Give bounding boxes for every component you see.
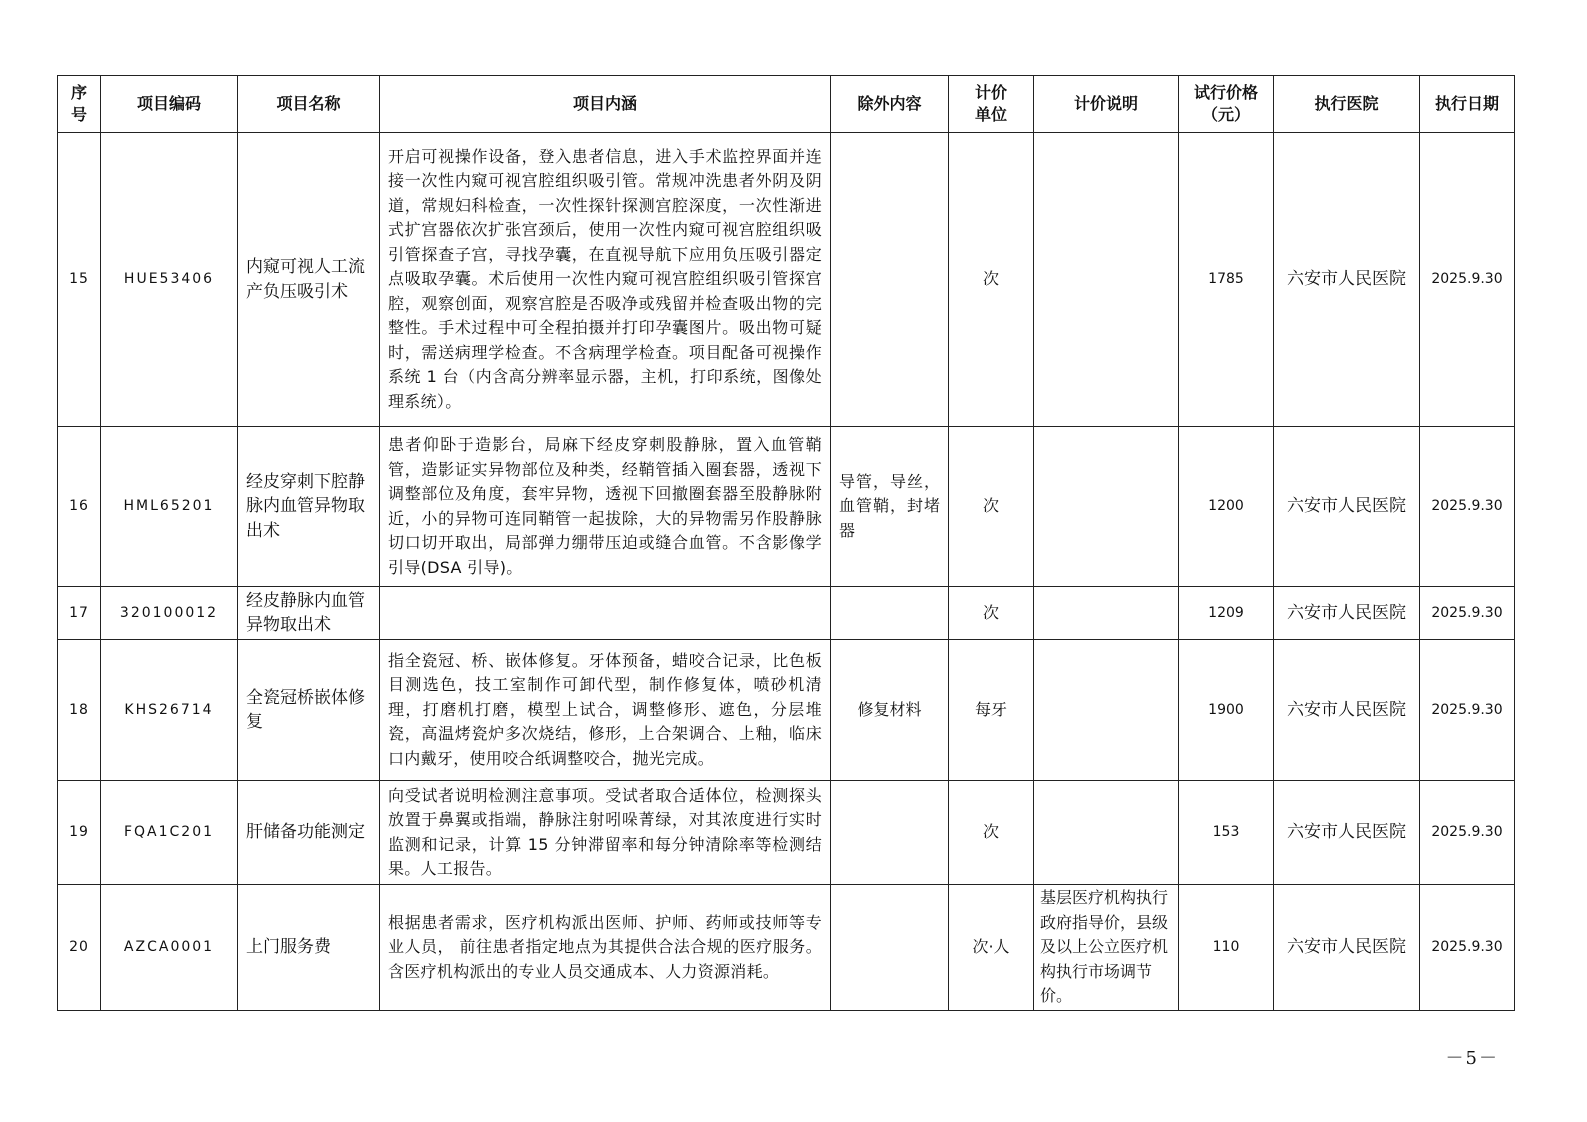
header-exclude: 除外内容 (831, 76, 949, 133)
table-row (58, 427, 1515, 587)
cell-unit: 次 (949, 133, 1034, 427)
cell-exclude (831, 885, 949, 1011)
table-row (58, 640, 1515, 781)
cell-code: KHS26714 (101, 640, 238, 781)
cell-price: 1209 (1179, 587, 1274, 640)
header-seq: 序号 (58, 76, 101, 133)
cell-hospital: 六安市人民医院 (1274, 587, 1420, 640)
cell-hospital: 六安市人民医院 (1274, 133, 1420, 427)
cell-seq: 16 (58, 427, 101, 587)
cell-date: 2025.9.30 (1420, 587, 1515, 640)
cell-unit: 次 (949, 427, 1034, 587)
header-content: 项目内涵 (380, 76, 831, 133)
header-date: 执行日期 (1420, 76, 1515, 133)
cell-seq: 20 (58, 885, 101, 1011)
cell-name: 肝储备功能测定 (238, 781, 380, 885)
cell-content: 开启可视操作设备，登入患者信息，进入手术监控界面并连接一次性内窥可视宫腔组织吸引管。常规冲洗患者外阴及阴道，常规妇科检查，一次性探针探测宫腔深度，一次性渐进式扩宫器依次扩张宫颈后，使用一次性内窥可视宫腔组织吸引管探查子宫，寻找孕囊，在直视导航下应用负压吸引器定点吸取孕囊。术后使用一次性内窥可视宫腔组织吸引管探宫腔，观察创面，观察宫腔是否吸净或残留并检查吸出物的完整性。手术过程中可全程拍摄并打印孕囊图片。吸出物可疑时，需送病理学检查。不含病理学检查。项目配备可视操作系统 1 台（内含高分辨率显示器，主机，打印系统，图像处理系统）。 (380, 133, 831, 427)
cell-exclude (831, 781, 949, 885)
cell-code: AZCA0001 (101, 885, 238, 1011)
cell-hospital: 六安市人民医院 (1274, 640, 1420, 781)
header-unit: 计价单位 (949, 76, 1034, 133)
cell-price: 110 (1179, 885, 1274, 1011)
cell-date: 2025.9.30 (1420, 133, 1515, 427)
cell-content: 向受试者说明检测注意事项。受试者取合适体位，检测探头放置于鼻翼或指端，静脉注射吲哚菁绿，对其浓度进行实时监测和记录，计算 15 分钟滞留率和每分钟清除率等检测结果。人工报告。 (380, 781, 831, 885)
cell-unit: 次 (949, 587, 1034, 640)
cell-hospital: 六安市人民医院 (1274, 781, 1420, 885)
cell-exclude: 修复材料 (831, 640, 949, 781)
cell-note (1034, 640, 1179, 781)
cell-name: 上门服务费 (238, 885, 380, 1011)
cell-name: 全瓷冠桥嵌体修复 (238, 640, 380, 781)
cell-price: 1785 (1179, 133, 1274, 427)
table-row (58, 587, 1515, 640)
cell-content (380, 587, 831, 640)
header-hospital: 执行医院 (1274, 76, 1420, 133)
table-body (58, 133, 1515, 1011)
cell-price: 1900 (1179, 640, 1274, 781)
cell-exclude (831, 133, 949, 427)
cell-note (1034, 781, 1179, 885)
table-row (58, 133, 1515, 427)
cell-seq: 19 (58, 781, 101, 885)
header-code: 项目编码 (101, 76, 238, 133)
price-table (57, 75, 1515, 1011)
cell-date: 2025.9.30 (1420, 427, 1515, 587)
cell-note: 基层医疗机构执行政府指导价，县级及以上公立医疗机构执行市场调节价。 (1034, 885, 1179, 1011)
cell-code: FQA1C201 (101, 781, 238, 885)
header-name: 项目名称 (238, 76, 380, 133)
table-row (58, 781, 1515, 885)
cell-code: HML65201 (101, 427, 238, 587)
cell-unit: 每牙 (949, 640, 1034, 781)
cell-date: 2025.9.30 (1420, 885, 1515, 1011)
cell-content: 患者仰卧于造影台，局麻下经皮穿刺股静脉，置入血管鞘管，造影证实异物部位及种类，经鞘管插入圈套器，透视下调整部位及角度，套牢异物，透视下回撤圈套器至股静脉附近，小的异物可连同鞘管一起拔除，大的异物需另作股静脉切口切开取出，局部弹力绷带压迫或缝合血管。不含影像学引导(DSA 引导)。 (380, 427, 831, 587)
cell-date: 2025.9.30 (1420, 781, 1515, 885)
header-row (58, 76, 1515, 133)
page-number: －5－ (1445, 1048, 1499, 1069)
cell-seq: 15 (58, 133, 101, 427)
cell-code: 320100012 (101, 587, 238, 640)
header-note: 计价说明 (1034, 76, 1179, 133)
cell-unit: 次 (949, 781, 1034, 885)
cell-hospital: 六安市人民医院 (1274, 885, 1420, 1011)
table-row (58, 885, 1515, 1011)
cell-seq: 18 (58, 640, 101, 781)
cell-name: 经皮静脉内血管异物取出术 (238, 587, 380, 640)
cell-content: 根据患者需求，医疗机构派出医师、护师、药师或技师等专业人员， 前往患者指定地点为其提供合法合规的医疗服务。含医疗机构派出的专业人员交通成本、人力资源消耗。 (380, 885, 831, 1011)
cell-code: HUE53406 (101, 133, 238, 427)
cell-exclude (831, 587, 949, 640)
cell-unit: 次·人 (949, 885, 1034, 1011)
table-header (58, 76, 1515, 133)
header-price: 试行价格（元） (1179, 76, 1274, 133)
cell-name: 内窥可视人工流产负压吸引术 (238, 133, 380, 427)
cell-date: 2025.9.30 (1420, 640, 1515, 781)
cell-seq: 17 (58, 587, 101, 640)
cell-name: 经皮穿刺下腔静脉内血管异物取出术 (238, 427, 380, 587)
cell-exclude: 导管，导丝，血管鞘，封堵器 (831, 427, 949, 587)
cell-content: 指全瓷冠、桥、嵌体修复。牙体预备，蜡咬合记录，比色板目测选色，技工室制作可卸代型，制作修复体，喷砂机清理，打磨机打磨，模型上试合，调整修形、遮色，分层堆瓷，高温烤瓷炉多次烧结，修形，上合架调合、上釉，临床口内戴牙，使用咬合纸调整咬合，抛光完成。 (380, 640, 831, 781)
cell-hospital: 六安市人民医院 (1274, 427, 1420, 587)
cell-price: 153 (1179, 781, 1274, 885)
cell-note (1034, 133, 1179, 427)
cell-note (1034, 427, 1179, 587)
cell-price: 1200 (1179, 427, 1274, 587)
cell-note (1034, 587, 1179, 640)
